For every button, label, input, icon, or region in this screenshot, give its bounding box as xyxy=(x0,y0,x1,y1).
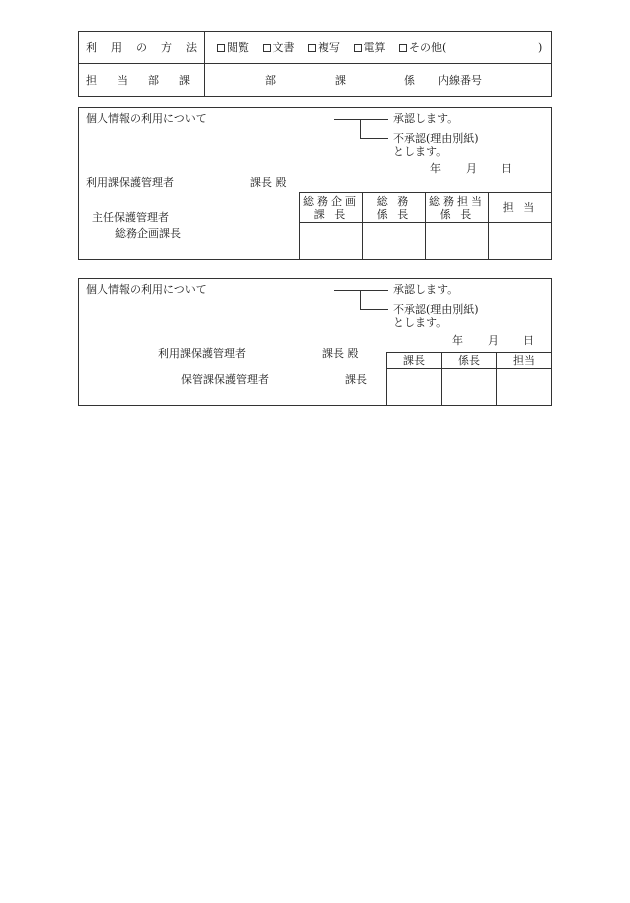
date-day: 日 xyxy=(501,162,512,175)
usage-table-divider xyxy=(78,63,552,64)
method-label: 利用の方法 xyxy=(86,41,211,54)
option-view-label: 閲覧 xyxy=(227,41,249,54)
dept-field-kakari: 係 xyxy=(404,74,415,87)
stamp1-header-somu-kikaku xyxy=(300,195,362,221)
method-options xyxy=(217,42,446,53)
stamp1-header-somu-line1: 総 務 xyxy=(376,195,412,208)
stamp2-header-tanto: 担当 xyxy=(513,354,535,367)
stamp1-header-somu-kikaku-line2: 課 長 xyxy=(313,208,349,221)
checkbox-icon xyxy=(354,44,362,52)
approve-text-2: 承認します。 xyxy=(393,283,459,296)
stamp1-cell-4[interactable] xyxy=(489,223,551,260)
reject-text-2a: 不承認(理由別紙) xyxy=(393,303,479,316)
stamp1-header-somu-kikaku-line1: 総務企画 xyxy=(303,195,359,208)
stamp1-header-somu-line2: 係 長 xyxy=(376,208,412,221)
date-year: 年 xyxy=(430,162,441,175)
stamp1-header-somu xyxy=(363,195,425,221)
stamp1-header-somu-tanto-line1: 総務担当 xyxy=(429,195,485,208)
option-copy-label: 複写 xyxy=(318,41,340,54)
approve-text: 承認します。 xyxy=(393,112,459,125)
stamp-grid-2-top xyxy=(386,352,551,353)
option-other[interactable] xyxy=(399,41,446,54)
dept-field-ka: 課 xyxy=(335,74,346,87)
checkbox-icon xyxy=(217,44,225,52)
kacho-dono: 課長 殿 xyxy=(250,176,287,189)
option-copy[interactable] xyxy=(308,41,340,54)
reject-text-2: とします。 xyxy=(393,145,448,158)
storage-kacho: 課長 xyxy=(345,373,367,386)
kacho-dono-2: 課長 殿 xyxy=(322,347,359,360)
branch-line-2 xyxy=(360,290,361,309)
option-computer-label: 電算 xyxy=(363,41,386,54)
section2-title: 個人情報の利用について xyxy=(86,283,207,296)
stamp2-cell-3[interactable] xyxy=(497,369,551,406)
reject-text-2b: とします。 xyxy=(393,316,448,329)
chief-manager-label: 主任保護管理者 xyxy=(92,211,169,224)
stamp1-header-tanto xyxy=(489,201,551,214)
option-computer[interactable] xyxy=(354,41,386,54)
date2-month: 月 xyxy=(488,334,499,347)
date2-day: 日 xyxy=(523,334,534,347)
checkbox-icon xyxy=(308,44,316,52)
stamp2-header-kacho: 課長 xyxy=(403,354,425,367)
user-manager-label: 利用課保護管理者 xyxy=(86,176,174,189)
stamp1-cell-2[interactable] xyxy=(363,223,425,260)
stamp2-cell-2[interactable] xyxy=(442,369,496,406)
section1-title: 個人情報の利用について xyxy=(86,112,207,125)
stamp1-cell-3[interactable] xyxy=(426,223,488,260)
stamp2-header-kakaricho: 係長 xyxy=(458,354,480,367)
chief-dept-label: 総務企画課長 xyxy=(115,227,181,240)
dept-field-extension: 内線番号 xyxy=(438,74,482,87)
option-other-close: ) xyxy=(538,41,543,54)
approve-line-2 xyxy=(334,290,388,291)
dept-field-bu: 部 xyxy=(265,74,276,87)
checkbox-icon xyxy=(399,44,407,52)
dept-label: 担当部課 xyxy=(86,74,210,87)
checkbox-icon xyxy=(263,44,271,52)
stamp1-header-tanto-line1: 担 当 xyxy=(502,201,538,214)
branch-line xyxy=(360,119,361,138)
date-month: 月 xyxy=(466,162,477,175)
option-other-label: その他( xyxy=(409,41,447,54)
storage-manager-label: 保管課保護管理者 xyxy=(181,373,269,386)
option-document-label: 文書 xyxy=(272,41,295,54)
approve-line xyxy=(334,119,388,120)
stamp1-header-somu-tanto xyxy=(426,195,488,221)
stamp1-header-somu-tanto-line2: 係 長 xyxy=(439,208,475,221)
stamp2-cell-1[interactable] xyxy=(387,369,441,406)
date2-year: 年 xyxy=(452,334,463,347)
stamp1-cell-1[interactable] xyxy=(300,223,362,260)
option-view[interactable] xyxy=(217,41,249,54)
option-document[interactable] xyxy=(263,41,295,54)
reject-line xyxy=(360,138,388,139)
reject-line-2 xyxy=(360,309,388,310)
user-manager-label-2: 利用課保護管理者 xyxy=(158,347,246,360)
reject-text: 不承認(理由別紙) xyxy=(393,132,479,145)
